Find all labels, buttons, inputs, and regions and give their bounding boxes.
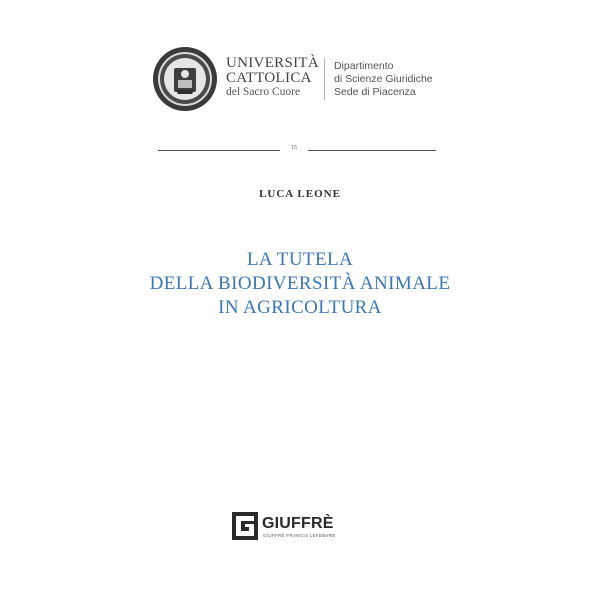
- university-name-line3: del Sacro Cuore: [226, 86, 301, 98]
- book-title-line2: DELLA BIODIVERSITÀ ANIMALE: [149, 273, 451, 294]
- giuffre-logo-icon: [232, 512, 258, 540]
- publisher-subtitle: GIUFFRÈ FRANCIS LEFEBVRE: [263, 533, 336, 538]
- rule-right: [308, 150, 436, 151]
- publisher-logo: [232, 512, 372, 542]
- book-title: [0, 248, 600, 320]
- department-line3: Sede di Piacenza: [334, 86, 416, 98]
- header-divider: [324, 58, 325, 100]
- publisher-name: GIUFFRÈ: [262, 515, 334, 532]
- university-name-line2: CATTOLICA: [226, 70, 312, 86]
- department-line1: Dipartimento: [334, 60, 394, 72]
- university-name: [226, 56, 319, 99]
- book-title-line1: LA TUTELA: [246, 249, 354, 270]
- university-seal-icon: [152, 46, 218, 112]
- department-name: [334, 60, 433, 99]
- book-title-line3: IN AGRICOLTURA: [218, 297, 382, 318]
- author-name: LUCA LEONE: [259, 188, 341, 200]
- rule-left: [158, 150, 280, 151]
- series-number: 15: [291, 145, 297, 151]
- university-name-line1: UNIVERSITÀ: [226, 55, 319, 71]
- department-line2: di Scienze Giuridiche: [334, 73, 433, 85]
